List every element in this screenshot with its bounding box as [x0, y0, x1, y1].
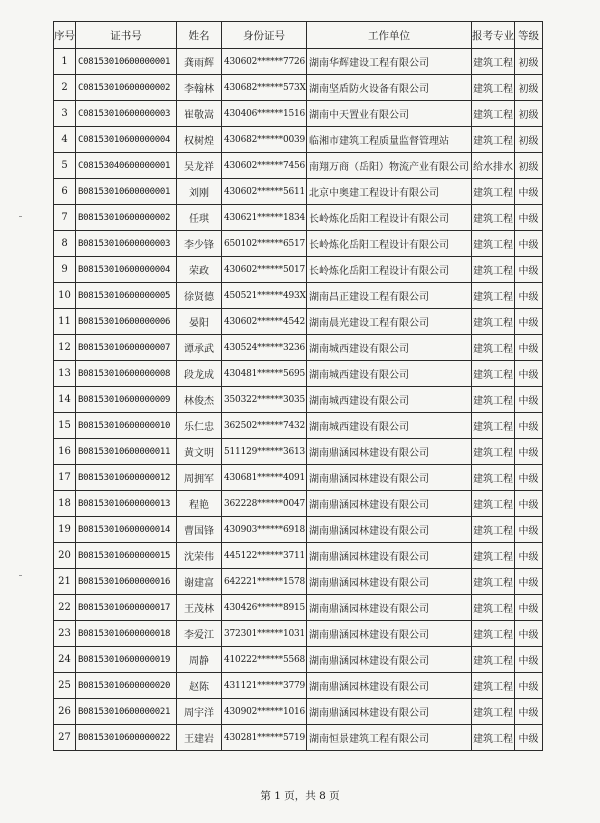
- cell-specialty: 建筑工程: [472, 413, 515, 439]
- cell-specialty: 给水排水: [472, 153, 515, 179]
- cell-specialty: 建筑工程: [472, 647, 515, 673]
- cell-level: 中级: [515, 413, 543, 439]
- cell-name: 任琪: [177, 205, 222, 231]
- cell-cert-no: B08153010600000015: [76, 543, 177, 569]
- cell-cert-no: B08153010600000017: [76, 595, 177, 621]
- cell-specialty: 建筑工程: [472, 75, 515, 101]
- cell-name: 李少锋: [177, 231, 222, 257]
- cell-id-no: 430621******1834: [222, 205, 307, 231]
- cell-specialty: 建筑工程: [472, 49, 515, 75]
- cell-level: 初级: [515, 101, 543, 127]
- header-work-unit: 工作单位: [307, 22, 472, 49]
- cell-level: 中级: [515, 335, 543, 361]
- table-row: [54, 257, 543, 283]
- header-exam-specialty: 报考专业: [472, 22, 515, 49]
- cell-seq: 7: [54, 205, 76, 231]
- cell-cert-no: B08153010600000001: [76, 179, 177, 205]
- cell-work-unit: 湖南鼎涵园林建设有限公司: [307, 647, 472, 673]
- cell-level: 中级: [515, 465, 543, 491]
- cell-cert-no: B08153010600000022: [76, 725, 177, 751]
- cell-work-unit: 湖南鼎涵园林建设有限公司: [307, 673, 472, 699]
- cell-id-no: 431121******3779: [222, 673, 307, 699]
- table-row: [54, 361, 543, 387]
- cell-specialty: 建筑工程: [472, 205, 515, 231]
- cell-id-no: 450521******493X: [222, 283, 307, 309]
- cell-specialty: 建筑工程: [472, 491, 515, 517]
- table-row: [54, 49, 543, 75]
- cell-id-no: 650102******6517: [222, 231, 307, 257]
- cell-id-no: 362502******7432: [222, 413, 307, 439]
- table-row: [54, 725, 543, 751]
- cell-work-unit: 湖南鼎涵园林建设有限公司: [307, 595, 472, 621]
- cell-specialty: 建筑工程: [472, 699, 515, 725]
- table-row: [54, 647, 543, 673]
- cell-name: 赵陈: [177, 673, 222, 699]
- cell-name: 程艳: [177, 491, 222, 517]
- cell-seq: 6: [54, 179, 76, 205]
- cell-seq: 25: [54, 673, 76, 699]
- table-row: [54, 621, 543, 647]
- cell-level: 中级: [515, 257, 543, 283]
- cell-cert-no: B08153010600000018: [76, 621, 177, 647]
- cell-id-no: 430481******5695: [222, 361, 307, 387]
- cell-specialty: 建筑工程: [472, 569, 515, 595]
- cell-id-no: 445122******3711: [222, 543, 307, 569]
- table-header-row: [54, 22, 543, 49]
- cell-name: 黄文明: [177, 439, 222, 465]
- cell-cert-no: B08153010600000008: [76, 361, 177, 387]
- cell-cert-no: C08153010600000003: [76, 101, 177, 127]
- cell-cert-no: B08153010600000004: [76, 257, 177, 283]
- cell-id-no: 511129******3613: [222, 439, 307, 465]
- table-row: [54, 127, 543, 153]
- cell-work-unit: 长岭炼化岳阳工程设计有限公司: [307, 231, 472, 257]
- cell-level: 初级: [515, 127, 543, 153]
- cell-name: 周静: [177, 647, 222, 673]
- page-footer: 第 1 页，共 8 页: [260, 790, 340, 802]
- cell-cert-no: C08153010600000002: [76, 75, 177, 101]
- cell-id-no: 430602******5017: [222, 257, 307, 283]
- cell-id-no: 430602******4542: [222, 309, 307, 335]
- cell-id-no: 430682******573X: [222, 75, 307, 101]
- table-row: [54, 439, 543, 465]
- cell-level: 中级: [515, 179, 543, 205]
- cell-specialty: 建筑工程: [472, 361, 515, 387]
- table-row: [54, 179, 543, 205]
- cell-cert-no: B08153010600000012: [76, 465, 177, 491]
- cell-name: 崔敬嵩: [177, 101, 222, 127]
- cell-seq: 19: [54, 517, 76, 543]
- cell-name: 王建岩: [177, 725, 222, 751]
- cell-level: 初级: [515, 49, 543, 75]
- cell-work-unit: 长岭炼化岳阳工程设计有限公司: [307, 205, 472, 231]
- table-row: [54, 101, 543, 127]
- cell-work-unit: 湖南城西建设有限公司: [307, 387, 472, 413]
- cell-cert-no: B08153010600000003: [76, 231, 177, 257]
- cell-seq: 8: [54, 231, 76, 257]
- table-row: [54, 413, 543, 439]
- cell-name: 权树煌: [177, 127, 222, 153]
- cell-seq: 17: [54, 465, 76, 491]
- cell-specialty: 建筑工程: [472, 543, 515, 569]
- cell-id-no: 430524******3236: [222, 335, 307, 361]
- cell-level: 中级: [515, 595, 543, 621]
- cell-cert-no: B08153010600000016: [76, 569, 177, 595]
- cell-specialty: 建筑工程: [472, 231, 515, 257]
- cell-name: 徐贤德: [177, 283, 222, 309]
- table-row: [54, 595, 543, 621]
- cell-name: 李爱江: [177, 621, 222, 647]
- cell-seq: 13: [54, 361, 76, 387]
- cell-name: 王茂林: [177, 595, 222, 621]
- cell-seq: 12: [54, 335, 76, 361]
- cell-seq: 21: [54, 569, 76, 595]
- cell-level: 中级: [515, 309, 543, 335]
- cell-name: 刘刚: [177, 179, 222, 205]
- cell-id-no: 430406******1516: [222, 101, 307, 127]
- cell-level: 初级: [515, 153, 543, 179]
- cell-seq: 20: [54, 543, 76, 569]
- cell-name: 吴龙祥: [177, 153, 222, 179]
- table-row: [54, 283, 543, 309]
- cell-level: 中级: [515, 699, 543, 725]
- cell-seq: 18: [54, 491, 76, 517]
- cell-work-unit: 长岭炼化岳阳工程设计有限公司: [307, 257, 472, 283]
- table-row: [54, 231, 543, 257]
- cell-specialty: 建筑工程: [472, 725, 515, 751]
- cell-name: 李翰林: [177, 75, 222, 101]
- cell-cert-no: C08153040600000001: [76, 153, 177, 179]
- cell-seq: 22: [54, 595, 76, 621]
- cell-specialty: 建筑工程: [472, 673, 515, 699]
- cell-level: 初级: [515, 75, 543, 101]
- cell-level: 中级: [515, 283, 543, 309]
- cell-seq: 26: [54, 699, 76, 725]
- cell-cert-no: B08153010600000009: [76, 387, 177, 413]
- cell-id-no: 410222******5568: [222, 647, 307, 673]
- cell-seq: 4: [54, 127, 76, 153]
- cell-name: 龚雨辉: [177, 49, 222, 75]
- cell-cert-no: B08153010600000020: [76, 673, 177, 699]
- cell-cert-no: B08153010600000013: [76, 491, 177, 517]
- cell-name: 谭承武: [177, 335, 222, 361]
- cell-level: 中级: [515, 205, 543, 231]
- cell-cert-no: B08153010600000011: [76, 439, 177, 465]
- table-row: [54, 335, 543, 361]
- cell-level: 中级: [515, 231, 543, 257]
- cell-cert-no: B08153010600000014: [76, 517, 177, 543]
- cell-seq: 23: [54, 621, 76, 647]
- cell-level: 中级: [515, 725, 543, 751]
- cell-work-unit: 北京中奥建工程设计有限公司: [307, 179, 472, 205]
- table-row: [54, 517, 543, 543]
- certificate-roster-table: [53, 21, 543, 751]
- cell-work-unit: 湖南中天置业有限公司: [307, 101, 472, 127]
- cell-work-unit: 湖南恒景建筑工程有限公司: [307, 725, 472, 751]
- cell-name: 荣政: [177, 257, 222, 283]
- table-row: [54, 491, 543, 517]
- cell-work-unit: 临湘市建筑工程质量监督管理站: [307, 127, 472, 153]
- cell-name: 周宇洋: [177, 699, 222, 725]
- cell-id-no: 430281******5719: [222, 725, 307, 751]
- cell-work-unit: 湖南晨光建设工程有限公司: [307, 309, 472, 335]
- cell-specialty: 建筑工程: [472, 309, 515, 335]
- cell-level: 中级: [515, 439, 543, 465]
- cell-work-unit: 湖南鼎涵园林建设有限公司: [307, 465, 472, 491]
- cell-work-unit: 湖南城西建设有限公司: [307, 335, 472, 361]
- cell-cert-no: B08153010600000002: [76, 205, 177, 231]
- cell-name: 曹国锋: [177, 517, 222, 543]
- punch-mark: [19, 575, 22, 576]
- table-row: [54, 543, 543, 569]
- cell-seq: 14: [54, 387, 76, 413]
- cell-seq: 11: [54, 309, 76, 335]
- cell-id-no: 430602******5611: [222, 179, 307, 205]
- cell-seq: 27: [54, 725, 76, 751]
- cell-work-unit: 湖南鼎涵园林建设有限公司: [307, 569, 472, 595]
- cell-specialty: 建筑工程: [472, 387, 515, 413]
- cell-level: 中级: [515, 517, 543, 543]
- cell-name: 周拥军: [177, 465, 222, 491]
- cell-name: 林俊杰: [177, 387, 222, 413]
- cell-level: 中级: [515, 673, 543, 699]
- cell-level: 中级: [515, 621, 543, 647]
- cell-specialty: 建筑工程: [472, 517, 515, 543]
- table-body: [54, 49, 543, 751]
- cell-work-unit: 湖南鼎涵园林建设有限公司: [307, 699, 472, 725]
- cell-cert-no: C08153010600000001: [76, 49, 177, 75]
- cell-id-no: 372301******1031: [222, 621, 307, 647]
- cell-specialty: 建筑工程: [472, 621, 515, 647]
- table-row: [54, 673, 543, 699]
- cell-specialty: 建筑工程: [472, 127, 515, 153]
- cell-id-no: 350322******3035: [222, 387, 307, 413]
- table-row: [54, 309, 543, 335]
- table-row: [54, 205, 543, 231]
- cell-id-no: 430903******6918: [222, 517, 307, 543]
- cell-id-no: 430602******7456: [222, 153, 307, 179]
- cell-level: 中级: [515, 387, 543, 413]
- cell-work-unit: 湖南华辉建设工程有限公司: [307, 49, 472, 75]
- cell-name: 段龙成: [177, 361, 222, 387]
- header-cert-no: 证书号: [76, 22, 177, 49]
- cell-cert-no: C08153010600000004: [76, 127, 177, 153]
- header-name: 姓名: [177, 22, 222, 49]
- cell-work-unit: 湖南城西建设有限公司: [307, 361, 472, 387]
- table-row: [54, 699, 543, 725]
- cell-seq: 3: [54, 101, 76, 127]
- cell-seq: 10: [54, 283, 76, 309]
- header-seq: 序号: [54, 22, 76, 49]
- cell-seq: 15: [54, 413, 76, 439]
- cell-seq: 9: [54, 257, 76, 283]
- cell-level: 中级: [515, 647, 543, 673]
- table-row: [54, 465, 543, 491]
- cell-level: 中级: [515, 543, 543, 569]
- cell-id-no: 430902******1016: [222, 699, 307, 725]
- punch-mark: [19, 216, 22, 217]
- table-row: [54, 75, 543, 101]
- cell-name: 沈荣伟: [177, 543, 222, 569]
- cell-id-no: 642221******1578: [222, 569, 307, 595]
- cell-level: 中级: [515, 491, 543, 517]
- cell-id-no: 362228******0047: [222, 491, 307, 517]
- cell-name: 晏阳: [177, 309, 222, 335]
- cell-id-no: 430426******8915: [222, 595, 307, 621]
- cell-seq: 16: [54, 439, 76, 465]
- cell-seq: 5: [54, 153, 76, 179]
- cell-specialty: 建筑工程: [472, 179, 515, 205]
- cell-cert-no: B08153010600000019: [76, 647, 177, 673]
- cell-work-unit: 湖南鼎涵园林建设有限公司: [307, 621, 472, 647]
- cell-id-no: 430682******0039: [222, 127, 307, 153]
- cell-specialty: 建筑工程: [472, 101, 515, 127]
- cell-work-unit: 湖南鼎涵园林建设有限公司: [307, 439, 472, 465]
- cell-cert-no: B08153010600000007: [76, 335, 177, 361]
- cell-specialty: 建筑工程: [472, 465, 515, 491]
- cell-specialty: 建筑工程: [472, 283, 515, 309]
- cell-work-unit: 南翔万商（岳阳）物流产业有限公司: [307, 153, 472, 179]
- cell-specialty: 建筑工程: [472, 335, 515, 361]
- cell-cert-no: B08153010600000005: [76, 283, 177, 309]
- cell-level: 中级: [515, 569, 543, 595]
- cell-work-unit: 湖南鼎涵园林建设有限公司: [307, 517, 472, 543]
- cell-id-no: 430681******4091: [222, 465, 307, 491]
- cell-work-unit: 湖南鼎涵园林建设有限公司: [307, 543, 472, 569]
- cell-seq: 1: [54, 49, 76, 75]
- cell-name: 谢建富: [177, 569, 222, 595]
- cell-work-unit: 湖南鼎涵园林建设有限公司: [307, 491, 472, 517]
- cell-work-unit: 湖南昌正建设工程有限公司: [307, 283, 472, 309]
- cell-name: 乐仁忠: [177, 413, 222, 439]
- cell-cert-no: B08153010600000021: [76, 699, 177, 725]
- cell-work-unit: 湖南城西建设有限公司: [307, 413, 472, 439]
- cell-specialty: 建筑工程: [472, 595, 515, 621]
- table-row: [54, 153, 543, 179]
- cell-cert-no: B08153010600000010: [76, 413, 177, 439]
- cell-work-unit: 湖南坚盾防火设备有限公司: [307, 75, 472, 101]
- table-row: [54, 387, 543, 413]
- table-row: [54, 569, 543, 595]
- cell-id-no: 430602******7726: [222, 49, 307, 75]
- cell-specialty: 建筑工程: [472, 257, 515, 283]
- header-id-no: 身份证号: [222, 22, 307, 49]
- cell-seq: 2: [54, 75, 76, 101]
- header-level: 等级: [515, 22, 543, 49]
- cell-seq: 24: [54, 647, 76, 673]
- cell-level: 中级: [515, 361, 543, 387]
- cell-cert-no: B08153010600000006: [76, 309, 177, 335]
- cell-specialty: 建筑工程: [472, 439, 515, 465]
